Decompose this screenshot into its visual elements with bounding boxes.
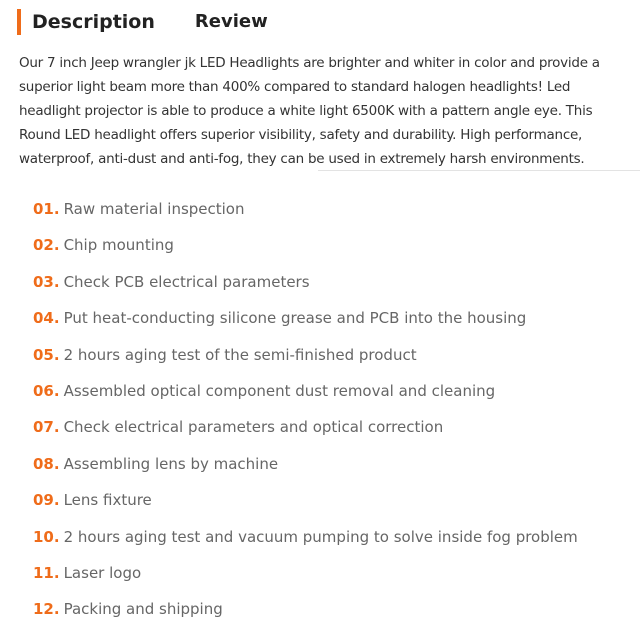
section-divider [318, 170, 640, 171]
list-item [33, 448, 578, 484]
list-item [33, 557, 578, 593]
step-label: 2 hours aging test and vacuum pumping to solve inside fog problem [63, 527, 578, 546]
list-item [33, 339, 578, 375]
list-item [33, 375, 578, 411]
step-label: Assembled optical component dust removal and cleaning [63, 381, 496, 400]
step-label: Lens fixture [63, 491, 152, 510]
step-number: 11. [33, 563, 60, 582]
tab-description[interactable]: Description [32, 11, 155, 33]
step-label: Raw material inspection [63, 200, 245, 218]
list-item [33, 593, 578, 629]
step-number: 05. [33, 345, 60, 364]
list-item [33, 229, 578, 265]
step-number: 12. [33, 600, 60, 619]
list-item [33, 521, 578, 557]
step-label: Chip mounting [63, 236, 174, 255]
step-number: 07. [33, 418, 60, 437]
step-number: 09. [33, 491, 60, 510]
step-number: 01. [33, 200, 60, 218]
step-number: 10. [33, 527, 60, 546]
step-number: 06. [33, 381, 60, 400]
tab-review[interactable]: Review [194, 11, 268, 32]
step-number: 03. [33, 272, 60, 291]
step-number: 02. [33, 236, 60, 255]
step-number: 08. [33, 454, 60, 473]
list-item [33, 193, 578, 229]
tab-bar [17, 8, 268, 36]
step-label: Put heat-conducting silicone grease and PCB into the housing [63, 309, 527, 328]
list-item [33, 266, 578, 302]
list-item [33, 302, 578, 338]
step-label: 2 hours aging test of the semi-finished product [63, 345, 417, 364]
step-label: Assembling lens by machine [63, 454, 279, 473]
product-description: Our 7 inch Jeep wrangler jk LED Headlights are brighter and whiter in color and provide a superior light beam more than 400% compared to standard halogen headlights! Led headlight projector is able to produce a white light 6500K with a pattern angle eye. This Round LED headlight offers superior visibility, safety and durability. High performance, waterproof, anti-dust and anti-fog, they can be used in extremely harsh environments. [19, 55, 600, 167]
step-label: Check electrical parameters and optical correction [63, 418, 444, 437]
step-number: 04. [33, 309, 60, 328]
list-item [33, 411, 578, 447]
production-steps-list [33, 193, 578, 630]
step-label: Laser logo [63, 563, 142, 582]
active-tab-indicator [17, 9, 21, 35]
step-label: Check PCB electrical parameters [63, 272, 310, 291]
list-item [33, 484, 578, 520]
step-label: Packing and shipping [63, 600, 223, 619]
